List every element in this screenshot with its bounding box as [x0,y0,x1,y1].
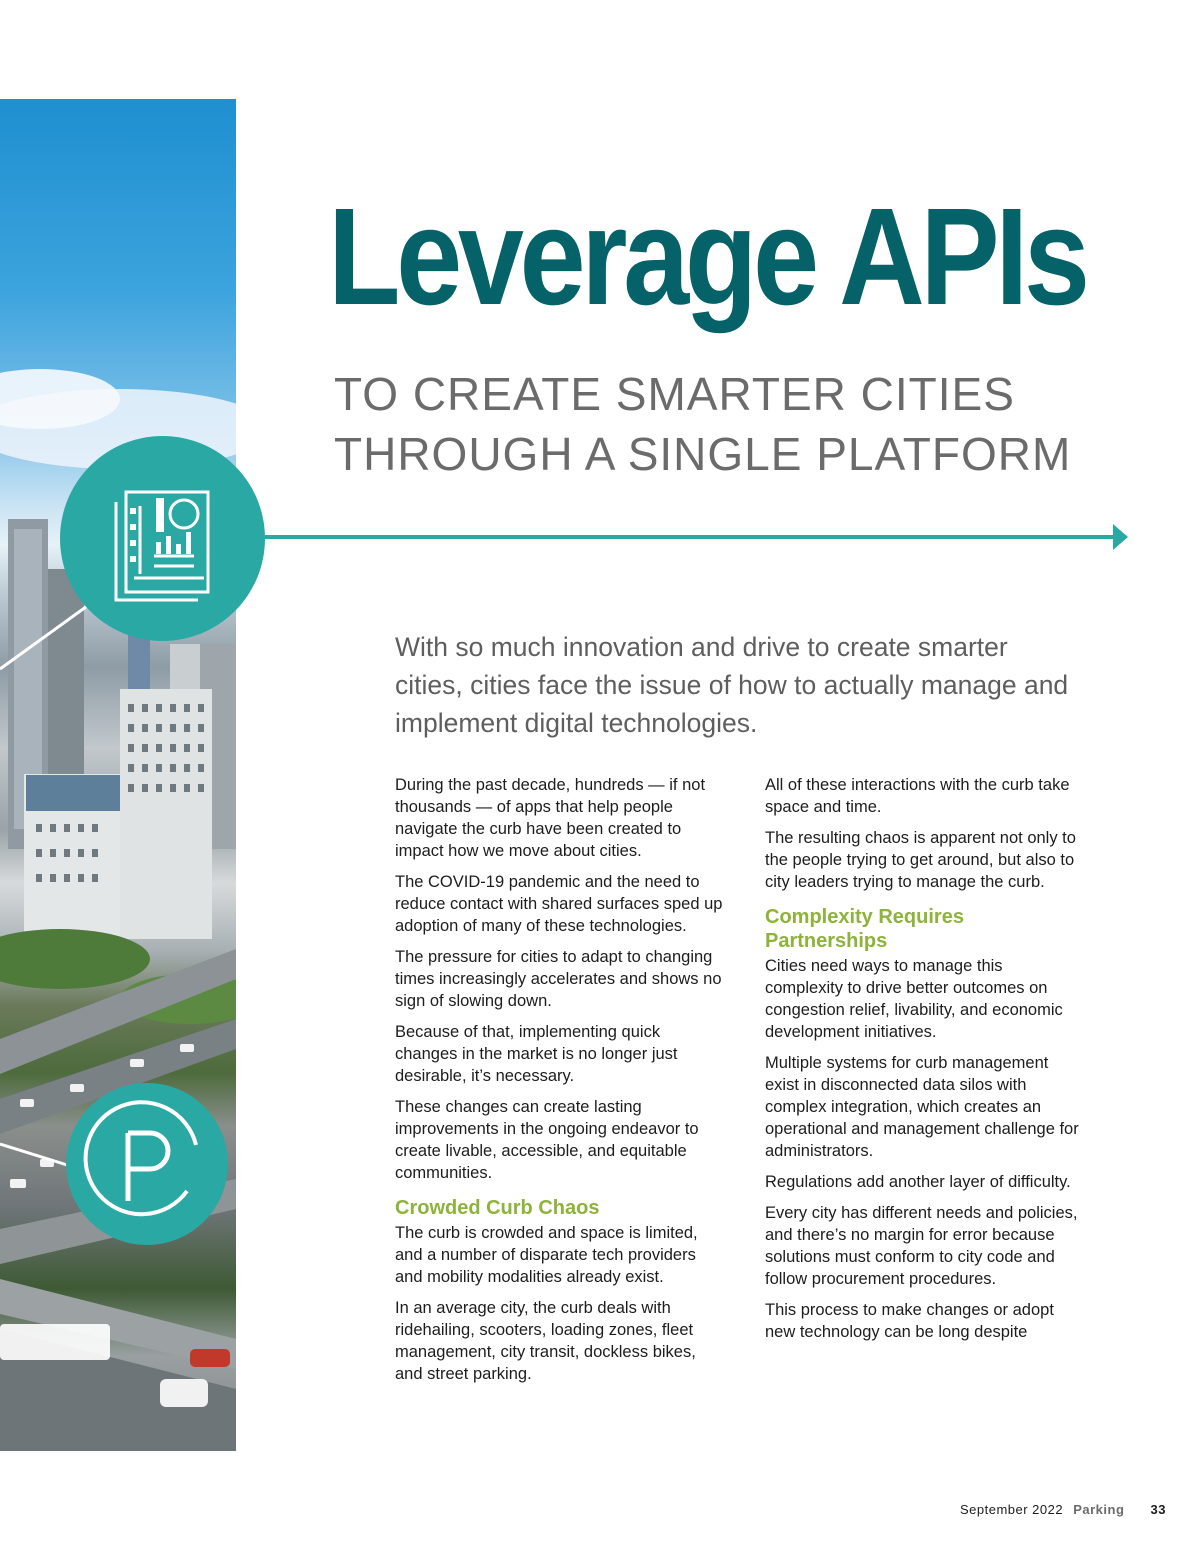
body-paragraph: These changes can create lasting improvements in the ongoing endeavor to create livable, accessible, and equitable communities. [395,1098,699,1182]
issue-date: September 2022 [959,1502,1064,1517]
article-title: Leverage APIs [328,180,1086,334]
subtitle-line-1: TO CREATE SMARTER CITIES [334,368,1015,420]
body-paragraph: The resulting chaos is apparent not only to the people trying to get around, but also to city leaders trying to manage the curb. [765,829,1076,891]
body-paragraph: During the past decade, hundreds — if not thousands — of apps that help people navigate the curb have been created to impact how we move about cities. [395,776,706,860]
subtitle-line-2: THROUGH A SINGLE PLATFORM [334,428,1072,480]
body-column-right [765,774,1083,1352]
body-paragraph: This process to make changes or adopt new technology can be long despite [765,1301,1054,1341]
section-heading-complexity: Complexity Requires Partnerships [765,906,964,952]
report-chart-badge [60,436,265,641]
body-paragraph: Regulations add another layer of difficulty. [765,1173,1071,1191]
page-footer [960,1502,1166,1517]
body-paragraph: In an average city, the curb deals with ridehailing, scooters, loading zones, fleet management, city transit, dockless bikes, and street parking. [395,1299,696,1383]
body-column-left [395,774,725,1394]
body-paragraph: The curb is crowded and space is limited, and a number of disparate tech providers and mobility modalities already exist. [395,1224,698,1286]
arrow-right-icon [262,523,1132,551]
city-photo-strip [0,99,236,1451]
intro-paragraph: With so much innovation and drive to create smarter cities, cities face the issue of how to actually manage and implement digital technologies. [395,632,1069,738]
city-skyline-illustration [0,99,236,1451]
article-subtitle [334,364,1071,484]
body-paragraph: All of these interactions with the curb take space and time. [765,776,1070,816]
parking-badge [66,1083,228,1245]
report-chart-icon [60,436,265,641]
section-heading-crowded-curb: Crowded Curb Chaos [395,1197,600,1219]
body-paragraph: Because of that, implementing quick changes in the market is no longer just desirable, it’s necessary. [395,1023,678,1085]
body-paragraph: The pressure for cities to adapt to changing times increasingly accelerates and shows no sign of slowing down. [395,948,722,1010]
body-paragraph: Multiple systems for curb management exist in disconnected data silos with complex integration, which creates an operational and management challenge for administrators. [765,1054,1079,1160]
publication-name: Parking [1073,1502,1125,1517]
parking-icon [66,1083,228,1245]
body-paragraph: Every city has different needs and policies, and there’s no margin for error because solutions must conform to city code and follow procurement procedures. [765,1204,1078,1288]
body-paragraph: The COVID-19 pandemic and the need to reduce contact with shared surfaces sped up adoption of many of these technologies. [395,873,723,935]
page-number: 33 [1150,1502,1166,1517]
body-paragraph: Cities need ways to manage this complexity to drive better outcomes on congestion relief, livability, and economic development initiatives. [765,957,1063,1041]
